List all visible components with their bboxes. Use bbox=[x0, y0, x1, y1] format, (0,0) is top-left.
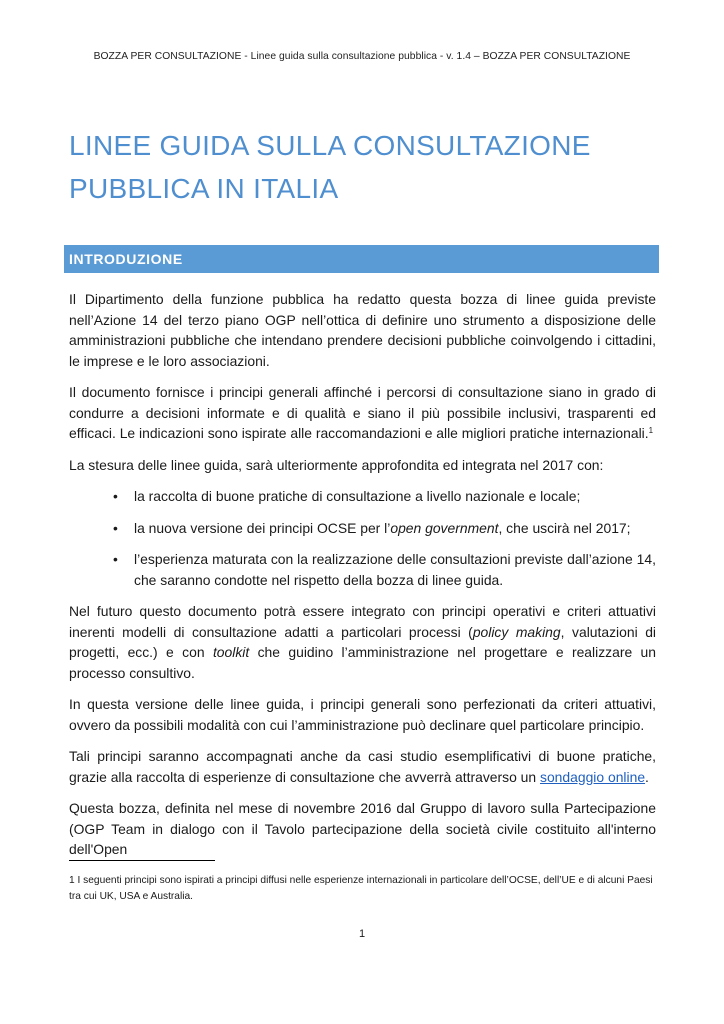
paragraph-6 bbox=[69, 746, 656, 787]
body-text bbox=[69, 289, 656, 871]
footnote-reference[interactable]: 1 bbox=[648, 426, 654, 435]
document-title bbox=[69, 124, 669, 210]
paragraph-4-text: , valutazioni di progetti, ecc.) e con bbox=[69, 623, 656, 660]
paragraph-4-emphasis: toolkit bbox=[212, 644, 250, 660]
list-item-text: la raccolta di buone pratiche di consultazione a livello nazionale e locale; bbox=[134, 488, 581, 504]
list-item bbox=[69, 486, 656, 507]
paragraph-4-emphasis: policy making bbox=[472, 623, 561, 640]
title-line-2: PUBBLICA IN ITALIA bbox=[69, 173, 339, 204]
paragraph-4-text: Nel futuro questo documento potrà essere integrato con principi operativi e criteri attuativi inerenti modelli di consultazione adatti a particolari processi ( bbox=[69, 603, 656, 640]
paragraph-2 bbox=[69, 382, 656, 444]
footnote-divider bbox=[69, 860, 215, 861]
paragraph-2-text: Il documento fornisce i principi generali affinché i percorsi di consultazione siano in grado di condurre a decisioni informate e di qualità e siano il più possibile inclusivi, trasparenti ed efficaci. Le indicazioni sono ispirate alle raccomandazioni e alle migliori pratiche internazionali. bbox=[69, 384, 656, 441]
list-item bbox=[69, 549, 656, 590]
list-item-text: la nuova versione dei principi OCSE per l’ bbox=[134, 519, 391, 536]
footnote: 1 I seguenti principi sono ispirati a principi diffusi nelle esperienze internazionali in particolare dell’OCSE, dell’UE e di alcuni Paesi tra cui UK, USA e Australia. bbox=[69, 875, 653, 902]
list-item-text: , che uscirà nel 2017; bbox=[498, 519, 631, 536]
paragraph-6-text: Tali principi saranno accompagnati anche da casi studio esemplificativi di buone pratiche, grazie alla raccolta di esperienze di consultazione che avverrà attraverso un bbox=[69, 748, 656, 785]
bullet-icon: • bbox=[113, 519, 118, 536]
survey-link[interactable]: sondaggio online bbox=[540, 768, 646, 785]
paragraph-5: In questa versione delle linee guida, i principi generali sono perfezionati da criteri attuativi, ovvero da possibili modalità con cui l’amministrazione può declinare quel particolare principio. bbox=[69, 696, 656, 733]
running-header: BOZZA PER CONSULTAZIONE - Linee guida sulla consultazione pubblica - v. 1.4 – BOZZA PER CONSULTAZIONE bbox=[93, 51, 631, 62]
section-heading-bar bbox=[64, 245, 659, 273]
bullet-list bbox=[69, 486, 656, 590]
paragraph-7: Questa bozza, definita nel mese di novembre 2016 dal Gruppo di lavoro sulla Partecipazione (OGP Team in dialogo con il Tavolo partecipazione della società civile costituito all'interno dell'Open bbox=[69, 800, 656, 857]
bullet-icon: • bbox=[113, 551, 118, 567]
list-item-text: l’esperienza maturata con la realizzazione delle consultazioni previste dall’azione 14, che saranno condotte nel rispetto della bozza di linee guida. bbox=[134, 551, 656, 588]
title-line-1: LINEE GUIDA SULLA CONSULTAZIONE bbox=[69, 130, 591, 161]
section-title: INTRODUZIONE bbox=[69, 251, 183, 267]
paragraph-6-text: . bbox=[645, 768, 649, 785]
paragraph-1: Il Dipartimento della funzione pubblica ha redatto questa bozza di linee guida previste nell’Azione 14 del terzo piano OGP nell’ottica di definire uno strumento a disposizione delle amministrazioni pubbliche che intendano prendere decisioni pubbliche coinvolgendo i cittadini, le imprese e le loro associazioni. bbox=[69, 291, 656, 369]
paragraph-4 bbox=[69, 601, 656, 683]
list-item-emphasis: open government bbox=[390, 519, 499, 536]
bullet-icon: • bbox=[113, 488, 118, 504]
paragraph-4-text: che guidino l’amministrazione nel progettare e realizzare un processo consultivo. bbox=[69, 644, 656, 681]
page-number: 1 bbox=[358, 928, 366, 940]
paragraph-3: La stesura delle linee guida, sarà ulteriormente approfondita ed integrata nel 2017 con: bbox=[69, 456, 604, 473]
list-item bbox=[69, 518, 656, 539]
